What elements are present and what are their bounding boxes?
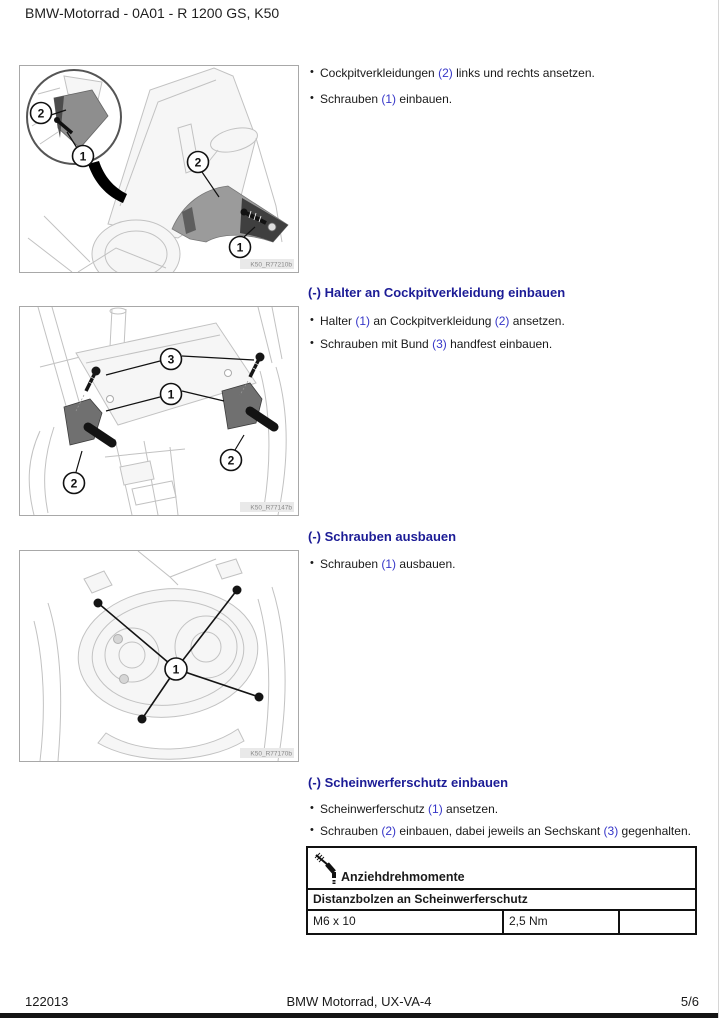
torque-spec-value: 2,5 Nm	[504, 911, 620, 933]
svg-text:2: 2	[70, 476, 78, 491]
figure-ref-label: K50_R77147b	[250, 504, 292, 512]
step-bullet: • Schrauben (1) einbauen.	[308, 92, 708, 107]
section-heading-schrauben-ausbauen: (-) Schrauben ausbauen	[308, 529, 457, 544]
step-bullet: • Halter (1) an Cockpitverkleidung (2) ansetzen.	[308, 314, 708, 329]
torque-spec-name: M6 x 10	[308, 911, 504, 933]
bottom-divider-bar	[0, 1013, 718, 1018]
holder-right	[222, 383, 274, 429]
svg-text:3: 3	[167, 352, 175, 367]
torque-table-row	[308, 911, 695, 933]
svg-text:2: 2	[37, 106, 45, 121]
figure-cockpit-fairing	[19, 65, 299, 273]
svg-text:1: 1	[172, 662, 180, 677]
callout-1	[165, 658, 187, 680]
figure-ref-label: K50_R77210b	[250, 261, 292, 269]
step-bullet: • Scheinwerferschutz (1) ansetzen.	[308, 802, 708, 817]
torque-wrench-icon	[313, 852, 339, 884]
section-heading-halter-einbauen: (-) Halter an Cockpitverkleidung einbauen	[308, 285, 566, 300]
footer-date-code: 122013	[25, 994, 69, 1009]
svg-text:2: 2	[227, 453, 235, 468]
svg-text:1: 1	[79, 149, 87, 164]
footer-center-text: BMW Motorrad, UX-VA-4	[286, 994, 432, 1009]
cockpit-fairing-illustration	[20, 66, 298, 272]
torque-table-subtitle: Distanzbolzen an Scheinwerferschutz	[308, 890, 695, 911]
figure-holder-brackets	[19, 306, 299, 516]
figure-ref-label: K50_R77170b	[250, 750, 292, 758]
section-heading-scheinwerferschutz: (-) Scheinwerferschutz einbauen	[308, 775, 509, 790]
step-bullet: • Schrauben (2) einbauen, dabei jeweils an Sechskant (3) gegenhalten.	[308, 824, 708, 839]
figure-headlight-screws	[19, 550, 299, 762]
step-bullet: • Cockpitverkleidungen (2) links und rechts ansetzen.	[308, 66, 708, 81]
step-bullet: • Schrauben (1) ausbauen.	[308, 557, 708, 572]
callout-2-right	[221, 435, 245, 471]
footer-page-number: 5/6	[680, 994, 699, 1009]
headlight-illustration	[20, 551, 298, 761]
torque-table-title: Anziehdrehmomente	[341, 870, 465, 884]
svg-text:1: 1	[167, 387, 175, 402]
step-bullet: • Schrauben mit Bund (3) handfest einbauen.	[308, 337, 708, 352]
callout-2-left	[64, 451, 85, 494]
page-title: BMW-Motorrad - 0A01 - R 1200 GS, K50	[25, 5, 280, 21]
holder-brackets-illustration	[20, 307, 298, 515]
svg-text:2: 2	[194, 155, 202, 170]
holder-left	[64, 399, 112, 445]
torque-table-header-row	[308, 848, 695, 890]
torque-spec-extra	[620, 911, 695, 933]
svg-text:1: 1	[236, 240, 244, 255]
torque-table	[306, 846, 697, 935]
